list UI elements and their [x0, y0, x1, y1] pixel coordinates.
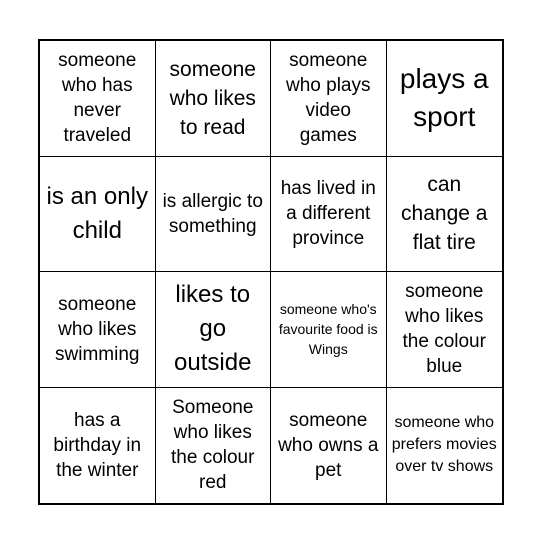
bingo-cell[interactable] — [40, 388, 156, 504]
cell-text: has a birthday in the winter — [53, 409, 142, 481]
cell-text: is an only child — [46, 182, 148, 244]
cell-text: has lived in a different province — [280, 178, 376, 250]
bingo-cell[interactable] — [387, 272, 503, 388]
cell-text: is allergic to something — [162, 190, 263, 237]
bingo-cell[interactable] — [156, 157, 272, 273]
bingo-cell[interactable] — [156, 41, 272, 157]
bingo-cell[interactable] — [40, 157, 156, 273]
bingo-cell[interactable] — [156, 388, 272, 504]
bingo-cell[interactable] — [271, 388, 387, 504]
cell-text: someone who owns a pet — [278, 409, 379, 481]
bingo-cell[interactable] — [387, 388, 503, 504]
cell-text: someone who likes to read — [169, 57, 256, 139]
bingo-cell[interactable] — [387, 157, 503, 273]
cell-text: plays a sport — [399, 63, 489, 133]
bingo-cell[interactable] — [40, 272, 156, 388]
cell-text: someone who prefers movies over tv shows — [391, 414, 497, 476]
cell-text: someone who likes swimming — [55, 293, 140, 365]
cell-text: can change a flat tire — [401, 173, 488, 255]
cell-text: someone who's favourite food is Wings — [278, 301, 378, 358]
bingo-cell[interactable] — [271, 272, 387, 388]
bingo-cell[interactable] — [271, 157, 387, 273]
bingo-cell[interactable] — [40, 41, 156, 157]
bingo-cell[interactable] — [156, 272, 272, 388]
cell-text: someone who likes the colour blue — [402, 281, 486, 378]
cell-text: someone who has never traveled — [58, 50, 137, 147]
cell-text: likes to go outside — [174, 281, 252, 377]
cell-text: someone who plays video games — [286, 50, 371, 147]
bingo-board — [38, 39, 504, 505]
cell-text: Someone who likes the colour red — [171, 397, 255, 494]
bingo-cell[interactable] — [271, 41, 387, 157]
bingo-cell[interactable] — [387, 41, 503, 157]
